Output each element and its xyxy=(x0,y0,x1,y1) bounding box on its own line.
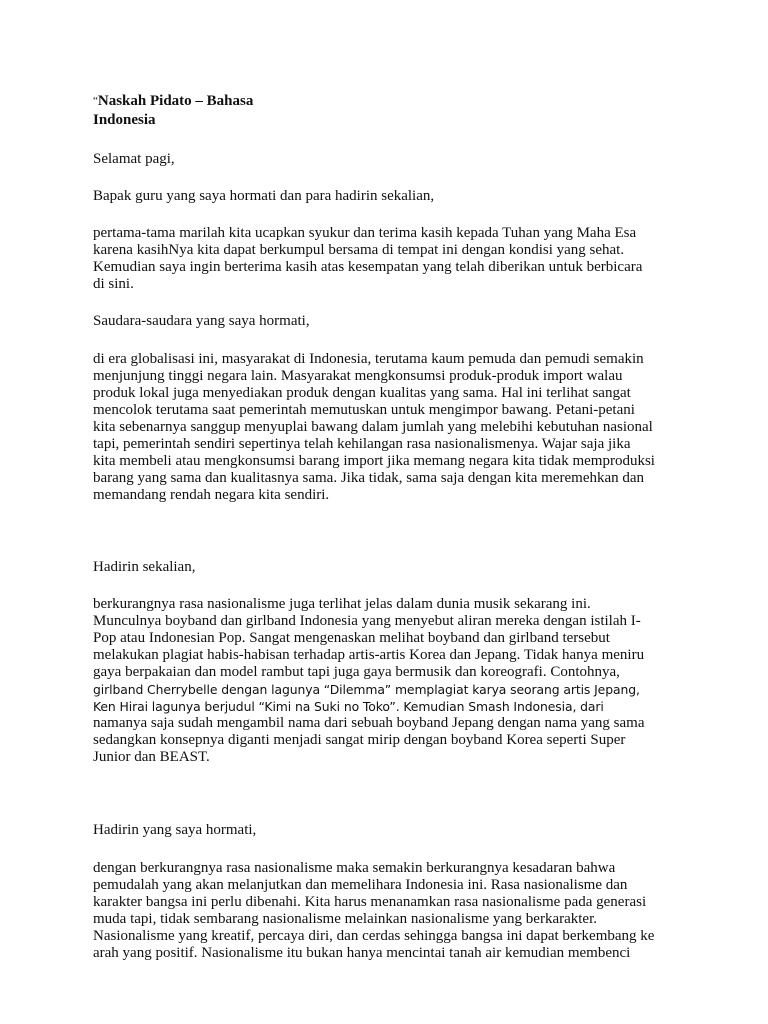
paragraph-line: Kemudian saya ingin berterima kasih atas kesempatan yang telah diberikan untuk berbicara xyxy=(93,259,643,275)
document-title xyxy=(93,92,668,130)
paragraph-line: gaya berpakaian dan model rambut tapi juga gaya bermusik dan koreografi. Contohnya, xyxy=(93,664,620,680)
paragraph-line: namanya saja sudah mengambil nama dari sebuah boyband Jepang dengan nama yang sama xyxy=(93,715,645,731)
paragraph-line: menjunjung tinggi negara lain. Masyarakat mengkonsumsi produk-produk import walau xyxy=(93,368,623,384)
paragraph-line: di era globalisasi ini, masyarakat di Indonesia, terutama kaum pemuda dan pemudi semakin xyxy=(93,351,644,367)
paragraph-line: dengan berkurangnya rasa nasionalisme maka semakin berkurangnya kesadaran bahwa xyxy=(93,860,616,876)
address-line: Bapak guru yang saya hormati dan para hadirin sekalian, xyxy=(93,188,435,204)
paragraph-musik xyxy=(93,596,668,766)
paragraph-line: arah yang positif. Nasionalisme itu bukan hanya mencintai tanah air kemudian membenci xyxy=(93,945,631,961)
title-line-2: Indonesia xyxy=(93,112,156,128)
paragraph-line: Nasionalisme yang kreatif, percaya diri, dan cerdas sehingga bangsa ini dapat berkembang ke xyxy=(93,928,655,944)
salutation-hadirin: Hadirin sekalian, xyxy=(93,559,196,575)
paragraph-line: karakter bangsa ini perlu dibenahi. Kita harus menanamkan rasa nasionalisme pada generasi xyxy=(93,894,647,910)
paragraph-line: memandang rendah negara kita sendiri. xyxy=(93,487,330,503)
paragraph-nasionalisme xyxy=(93,860,668,962)
paragraph-line: Pop atau Indonesian Pop. Sangat mengenaskan melihat boyband dan girlband tersebut xyxy=(93,630,610,646)
paragraph-line-alt-font: girlband Cherrybelle dengan lagunya “Dilemma” memplagiat karya seorang artis Jepang, xyxy=(93,682,640,697)
paragraph-line: sedangkan konsepnya diganti menjadi sangat mirip dengan boyband Korea seperti Super xyxy=(93,732,626,748)
paragraph-line: berkurangnya rasa nasionalisme juga terlihat jelas dalam dunia musik sekarang ini. xyxy=(93,596,591,612)
title-line-1 xyxy=(93,92,668,111)
paragraph-line: tapi, pemerintah sendiri sepertinya telah kehilangan rasa nasionalismenya. Wajar saja jika xyxy=(93,436,631,452)
salutation-saudara: Saudara-saudara yang saya hormati, xyxy=(93,313,310,329)
paragraph-line: pemudalah yang akan melanjutkan dan memelihara Indonesia ini. Rasa nasionalisme dan xyxy=(93,877,628,893)
paragraph-line: Munculnya boyband dan girlband Indonesia yang menyebut aliran mereka dengan istilah I- xyxy=(93,613,641,629)
paragraph-line: Junior dan BEAST. xyxy=(93,749,210,765)
paragraph-line: barang yang sama dan kualitasnya sama. Jika tidak, sama saja dengan kita meremehkan dan xyxy=(93,470,645,486)
title-open-quote: “ xyxy=(93,95,98,107)
paragraph-line: melakukan plagiat habis-habisan terhadap artis-artis Korea dan Jepang. Tidak hanya meniru xyxy=(93,647,645,663)
paragraph-line: produk lokal juga menyediakan produk dengan kualitas yang sama. Hal ini terlihat sangat xyxy=(93,385,631,401)
paragraph-line-alt-font: Ken Hirai lagunya berjudul “Kimi na Suki no Toko”. Kemudian Smash Indonesia, dari xyxy=(93,699,604,714)
paragraph-globalisasi xyxy=(93,351,668,504)
paragraph-line: mencolok terutama saat pemerintah memutuskan untuk mengimpor bawang. Petani-petani xyxy=(93,402,635,418)
title-text-1: Naskah Pidato – Bahasa xyxy=(97,93,254,109)
paragraph-line: muda tapi, tidak sembarang nasionalisme melainkan nasionalisme yang berkarakter. xyxy=(93,911,598,927)
salutation-hadirin-hormati: Hadirin yang saya hormati, xyxy=(93,822,257,838)
paragraph-line: kita sebenarnya sanggup menyuplai bawang dalam jumlah yang melebihi kebutuhan nasional xyxy=(93,419,653,435)
paragraph-line: karena kasihNya kita dapat berkumpul bersama di tempat ini dengan kondisi yang sehat. xyxy=(93,242,625,258)
paragraph-line: kita membeli atau mengkonsumsi barang import jika memang negara kita tidak memproduksi xyxy=(93,453,655,469)
paragraph-line: di sini. xyxy=(93,276,134,292)
paragraph-opening xyxy=(93,225,668,293)
greeting: Selamat pagi, xyxy=(93,151,175,167)
paragraph-line: pertama-tama marilah kita ucapkan syukur dan terima kasih kepada Tuhan yang Maha Esa xyxy=(93,225,637,241)
